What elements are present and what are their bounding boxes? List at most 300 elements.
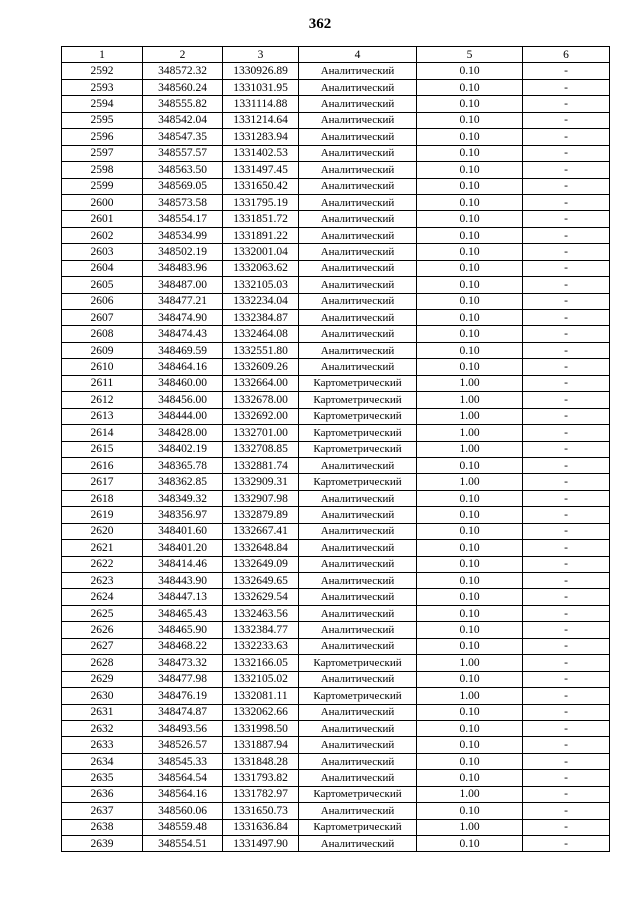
x-coordinate-cell: 348349.32 [143,490,223,506]
note-cell: - [523,79,610,95]
y-coordinate-cell: 1331793.82 [223,770,299,786]
y-coordinate-cell: 1330926.89 [223,63,299,79]
accuracy-cell: 0.10 [417,211,523,227]
table-row [62,342,610,358]
accuracy-cell: 0.10 [417,145,523,161]
point-number-cell: 2638 [62,819,143,835]
accuracy-cell: 0.10 [417,244,523,260]
point-number-cell: 2593 [62,79,143,95]
table-row [62,260,610,276]
y-coordinate-cell: 1332463.56 [223,605,299,621]
accuracy-cell: 0.10 [417,293,523,309]
table-row [62,523,610,539]
y-coordinate-cell: 1331650.73 [223,803,299,819]
point-number-cell: 2609 [62,342,143,358]
method-cell: Аналитический [299,96,417,112]
y-coordinate-cell: 1332233.63 [223,638,299,654]
method-cell: Аналитический [299,178,417,194]
x-coordinate-cell: 348473.32 [143,655,223,671]
note-cell: - [523,227,610,243]
y-coordinate-cell: 1331031.95 [223,79,299,95]
method-cell: Аналитический [299,770,417,786]
table-row [62,457,610,473]
x-coordinate-cell: 348555.82 [143,96,223,112]
note-cell: - [523,720,610,736]
point-number-cell: 2592 [62,63,143,79]
point-number-cell: 2636 [62,786,143,802]
table-row [62,244,610,260]
table-row [62,211,610,227]
accuracy-cell: 1.00 [417,441,523,457]
table-row [62,112,610,128]
table-row [62,803,610,819]
point-number-cell: 2622 [62,556,143,572]
note-cell: - [523,293,610,309]
table-row [62,96,610,112]
y-coordinate-cell: 1331283.94 [223,129,299,145]
x-coordinate-cell: 348465.90 [143,622,223,638]
table-row [62,605,610,621]
y-coordinate-cell: 1332629.54 [223,589,299,605]
x-coordinate-cell: 348465.43 [143,605,223,621]
x-coordinate-cell: 348563.50 [143,162,223,178]
accuracy-cell: 0.10 [417,63,523,79]
y-coordinate-cell: 1332701.00 [223,425,299,441]
note-cell: - [523,753,610,769]
table-row [62,819,610,835]
point-number-cell: 2629 [62,671,143,687]
accuracy-cell: 1.00 [417,425,523,441]
table-row [62,770,610,786]
note-cell: - [523,63,610,79]
table-body [62,63,610,852]
table-row [62,638,610,654]
table-row [62,162,610,178]
x-coordinate-cell: 348444.00 [143,408,223,424]
method-cell: Аналитический [299,753,417,769]
table-row [62,622,610,638]
y-coordinate-cell: 1332678.00 [223,392,299,408]
table-header [62,47,610,63]
x-coordinate-cell: 348401.20 [143,540,223,556]
accuracy-cell: 0.10 [417,342,523,358]
note-cell: - [523,671,610,687]
table-row [62,145,610,161]
method-cell: Аналитический [299,737,417,753]
note-cell: - [523,441,610,457]
accuracy-cell: 0.10 [417,178,523,194]
note-cell: - [523,655,610,671]
y-coordinate-cell: 1332234.04 [223,293,299,309]
point-number-cell: 2597 [62,145,143,161]
y-coordinate-cell: 1332649.65 [223,573,299,589]
y-coordinate-cell: 1332384.87 [223,310,299,326]
accuracy-cell: 0.10 [417,638,523,654]
method-cell: Картометрический [299,408,417,424]
accuracy-cell: 0.10 [417,622,523,638]
table-row [62,326,610,342]
y-coordinate-cell: 1331848.28 [223,753,299,769]
column-header-4: 4 [299,47,417,63]
y-coordinate-cell: 1332708.85 [223,441,299,457]
accuracy-cell: 0.10 [417,359,523,375]
note-cell: - [523,96,610,112]
table-row [62,129,610,145]
x-coordinate-cell: 348554.51 [143,836,223,852]
point-number-cell: 2623 [62,573,143,589]
point-number-cell: 2615 [62,441,143,457]
method-cell: Аналитический [299,704,417,720]
table-row [62,310,610,326]
method-cell: Картометрический [299,474,417,490]
point-number-cell: 2627 [62,638,143,654]
method-cell: Аналитический [299,556,417,572]
note-cell: - [523,836,610,852]
accuracy-cell: 0.10 [417,96,523,112]
coordinates-table [61,46,610,852]
y-coordinate-cell: 1331214.64 [223,112,299,128]
accuracy-cell: 1.00 [417,408,523,424]
method-cell: Аналитический [299,79,417,95]
x-coordinate-cell: 348456.00 [143,392,223,408]
method-cell: Аналитический [299,277,417,293]
x-coordinate-cell: 348460.00 [143,375,223,391]
method-cell: Аналитический [299,803,417,819]
method-cell: Аналитический [299,720,417,736]
method-cell: Аналитический [299,359,417,375]
table-row [62,490,610,506]
header-row [62,47,610,63]
note-cell: - [523,737,610,753]
point-number-cell: 2604 [62,260,143,276]
note-cell: - [523,819,610,835]
x-coordinate-cell: 348464.16 [143,359,223,375]
y-coordinate-cell: 1331402.53 [223,145,299,161]
x-coordinate-cell: 348401.60 [143,523,223,539]
point-number-cell: 2631 [62,704,143,720]
accuracy-cell: 0.10 [417,277,523,293]
point-number-cell: 2600 [62,194,143,210]
point-number-cell: 2594 [62,96,143,112]
method-cell: Аналитический [299,112,417,128]
y-coordinate-cell: 1331851.72 [223,211,299,227]
y-coordinate-cell: 1332649.09 [223,556,299,572]
note-cell: - [523,786,610,802]
accuracy-cell: 0.10 [417,523,523,539]
note-cell: - [523,129,610,145]
x-coordinate-cell: 348526.57 [143,737,223,753]
x-coordinate-cell: 348474.90 [143,310,223,326]
method-cell: Аналитический [299,63,417,79]
method-cell: Аналитический [299,523,417,539]
note-cell: - [523,803,610,819]
method-cell: Картометрический [299,441,417,457]
x-coordinate-cell: 348573.58 [143,194,223,210]
note-cell: - [523,145,610,161]
x-coordinate-cell: 348483.96 [143,260,223,276]
column-header-3: 3 [223,47,299,63]
x-coordinate-cell: 348362.85 [143,474,223,490]
accuracy-cell: 1.00 [417,392,523,408]
x-coordinate-cell: 348468.22 [143,638,223,654]
y-coordinate-cell: 1331497.90 [223,836,299,852]
method-cell: Аналитический [299,162,417,178]
column-header-2: 2 [143,47,223,63]
point-number-cell: 2635 [62,770,143,786]
y-coordinate-cell: 1332063.62 [223,260,299,276]
point-number-cell: 2625 [62,605,143,621]
note-cell: - [523,342,610,358]
table-row [62,540,610,556]
x-coordinate-cell: 348447.13 [143,589,223,605]
point-number-cell: 2620 [62,523,143,539]
note-cell: - [523,408,610,424]
point-number-cell: 2595 [62,112,143,128]
y-coordinate-cell: 1332907.98 [223,490,299,506]
table-row [62,836,610,852]
point-number-cell: 2608 [62,326,143,342]
y-coordinate-cell: 1332081.11 [223,688,299,704]
method-cell: Аналитический [299,622,417,638]
x-coordinate-cell: 348428.00 [143,425,223,441]
y-coordinate-cell: 1331650.42 [223,178,299,194]
table-row [62,194,610,210]
accuracy-cell: 1.00 [417,655,523,671]
accuracy-cell: 0.10 [417,260,523,276]
note-cell: - [523,523,610,539]
accuracy-cell: 0.10 [417,227,523,243]
accuracy-cell: 0.10 [417,720,523,736]
accuracy-cell: 0.10 [417,605,523,621]
method-cell: Аналитический [299,145,417,161]
x-coordinate-cell: 348487.00 [143,277,223,293]
y-coordinate-cell: 1332062.66 [223,704,299,720]
method-cell: Аналитический [299,638,417,654]
point-number-cell: 2613 [62,408,143,424]
accuracy-cell: 0.10 [417,162,523,178]
point-number-cell: 2617 [62,474,143,490]
y-coordinate-cell: 1332879.89 [223,507,299,523]
method-cell: Аналитический [299,573,417,589]
note-cell: - [523,112,610,128]
point-number-cell: 2621 [62,540,143,556]
y-coordinate-cell: 1332667.41 [223,523,299,539]
accuracy-cell: 1.00 [417,375,523,391]
accuracy-cell: 1.00 [417,688,523,704]
note-cell: - [523,244,610,260]
note-cell: - [523,211,610,227]
x-coordinate-cell: 348474.87 [143,704,223,720]
y-coordinate-cell: 1331497.45 [223,162,299,178]
point-number-cell: 2624 [62,589,143,605]
method-cell: Аналитический [299,490,417,506]
x-coordinate-cell: 348564.54 [143,770,223,786]
note-cell: - [523,540,610,556]
table-row [62,79,610,95]
x-coordinate-cell: 348547.35 [143,129,223,145]
note-cell: - [523,638,610,654]
x-coordinate-cell: 348493.56 [143,720,223,736]
x-coordinate-cell: 348534.99 [143,227,223,243]
column-header-1: 1 [62,47,143,63]
note-cell: - [523,573,610,589]
note-cell: - [523,425,610,441]
accuracy-cell: 0.10 [417,326,523,342]
accuracy-cell: 0.10 [417,507,523,523]
note-cell: - [523,178,610,194]
point-number-cell: 2628 [62,655,143,671]
table-row [62,737,610,753]
table-row [62,63,610,79]
accuracy-cell: 0.10 [417,112,523,128]
note-cell: - [523,162,610,178]
note-cell: - [523,260,610,276]
point-number-cell: 2630 [62,688,143,704]
x-coordinate-cell: 348560.06 [143,803,223,819]
point-number-cell: 2632 [62,720,143,736]
y-coordinate-cell: 1332692.00 [223,408,299,424]
y-coordinate-cell: 1331998.50 [223,720,299,736]
accuracy-cell: 0.10 [417,770,523,786]
note-cell: - [523,375,610,391]
accuracy-cell: 0.10 [417,737,523,753]
method-cell: Аналитический [299,194,417,210]
method-cell: Аналитический [299,836,417,852]
accuracy-cell: 0.10 [417,457,523,473]
method-cell: Картометрический [299,392,417,408]
y-coordinate-cell: 1331887.94 [223,737,299,753]
x-coordinate-cell: 348356.97 [143,507,223,523]
table-row [62,408,610,424]
accuracy-cell: 0.10 [417,704,523,720]
accuracy-cell: 1.00 [417,819,523,835]
x-coordinate-cell: 348476.19 [143,688,223,704]
x-coordinate-cell: 348559.48 [143,819,223,835]
y-coordinate-cell: 1331891.22 [223,227,299,243]
point-number-cell: 2606 [62,293,143,309]
table-row [62,720,610,736]
x-coordinate-cell: 348560.24 [143,79,223,95]
x-coordinate-cell: 348477.98 [143,671,223,687]
y-coordinate-cell: 1332609.26 [223,359,299,375]
y-coordinate-cell: 1332166.05 [223,655,299,671]
table-row [62,507,610,523]
note-cell: - [523,277,610,293]
y-coordinate-cell: 1332105.02 [223,671,299,687]
method-cell: Картометрический [299,786,417,802]
method-cell: Аналитический [299,457,417,473]
accuracy-cell: 1.00 [417,786,523,802]
method-cell: Аналитический [299,589,417,605]
table-row [62,704,610,720]
point-number-cell: 2634 [62,753,143,769]
accuracy-cell: 0.10 [417,753,523,769]
y-coordinate-cell: 1332384.77 [223,622,299,638]
x-coordinate-cell: 348572.32 [143,63,223,79]
table-row [62,753,610,769]
accuracy-cell: 0.10 [417,671,523,687]
y-coordinate-cell: 1332648.84 [223,540,299,556]
y-coordinate-cell: 1331795.19 [223,194,299,210]
note-cell: - [523,490,610,506]
y-coordinate-cell: 1332105.03 [223,277,299,293]
method-cell: Аналитический [299,310,417,326]
table-row [62,556,610,572]
method-cell: Аналитический [299,342,417,358]
method-cell: Аналитический [299,244,417,260]
method-cell: Аналитический [299,540,417,556]
method-cell: Аналитический [299,671,417,687]
accuracy-cell: 0.10 [417,194,523,210]
x-coordinate-cell: 348414.46 [143,556,223,572]
x-coordinate-cell: 348545.33 [143,753,223,769]
table-row [62,589,610,605]
y-coordinate-cell: 1331114.88 [223,96,299,112]
table-row [62,573,610,589]
table-row [62,227,610,243]
method-cell: Картометрический [299,375,417,391]
table-row [62,375,610,391]
method-cell: Аналитический [299,605,417,621]
note-cell: - [523,392,610,408]
page-number: 362 [308,16,332,32]
note-cell: - [523,457,610,473]
note-cell: - [523,704,610,720]
accuracy-cell: 1.00 [417,474,523,490]
x-coordinate-cell: 348557.57 [143,145,223,161]
note-cell: - [523,474,610,490]
point-number-cell: 2596 [62,129,143,145]
point-number-cell: 2614 [62,425,143,441]
table-row [62,178,610,194]
accuracy-cell: 0.10 [417,129,523,145]
method-cell: Аналитический [299,129,417,145]
note-cell: - [523,507,610,523]
note-cell: - [523,770,610,786]
x-coordinate-cell: 348443.90 [143,573,223,589]
accuracy-cell: 0.10 [417,79,523,95]
accuracy-cell: 0.10 [417,490,523,506]
y-coordinate-cell: 1332909.31 [223,474,299,490]
table-row [62,655,610,671]
method-cell: Картометрический [299,655,417,671]
table-row [62,474,610,490]
note-cell: - [523,310,610,326]
method-cell: Аналитический [299,260,417,276]
table-row [62,392,610,408]
y-coordinate-cell: 1331636.84 [223,819,299,835]
x-coordinate-cell: 348564.16 [143,786,223,802]
table-row [62,277,610,293]
point-number-cell: 2601 [62,211,143,227]
point-number-cell: 2616 [62,457,143,473]
method-cell: Картометрический [299,819,417,835]
accuracy-cell: 0.10 [417,540,523,556]
x-coordinate-cell: 348477.21 [143,293,223,309]
method-cell: Картометрический [299,425,417,441]
table-row [62,786,610,802]
accuracy-cell: 0.10 [417,310,523,326]
x-coordinate-cell: 348469.59 [143,342,223,358]
method-cell: Аналитический [299,293,417,309]
y-coordinate-cell: 1332881.74 [223,457,299,473]
accuracy-cell: 0.10 [417,556,523,572]
x-coordinate-cell: 348365.78 [143,457,223,473]
table-row [62,441,610,457]
accuracy-cell: 0.10 [417,836,523,852]
note-cell: - [523,688,610,704]
x-coordinate-cell: 348542.04 [143,112,223,128]
